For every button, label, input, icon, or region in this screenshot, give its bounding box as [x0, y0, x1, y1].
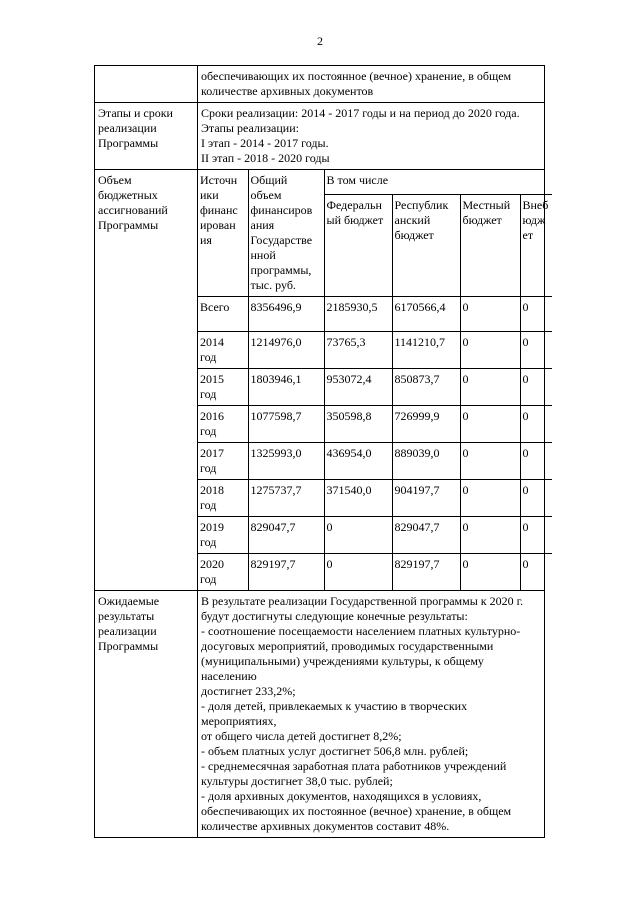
header-source: Источн ики финанс ирован ия — [198, 170, 248, 297]
finance-cell-total: 1275737,7 — [248, 480, 324, 517]
header-extra: Внебюдж ет — [520, 195, 552, 297]
finance-cell-source: 2016 год — [198, 406, 248, 443]
finance-data-row — [198, 332, 552, 369]
header-total: Общий объем финансиров ания Государстве нной программы, тыс. руб. — [248, 170, 324, 297]
finance-cell-local: 0 — [460, 297, 520, 332]
results-label: Ожидаемые результаты реализации Программы — [95, 591, 198, 838]
finance-data-row — [198, 443, 552, 480]
finance-cell-local: 0 — [460, 554, 520, 591]
continuation-label-cell — [95, 66, 198, 103]
finance-cell-republic: 904197,7 — [392, 480, 460, 517]
stages-row — [95, 103, 545, 170]
finance-cell-local: 0 — [460, 332, 520, 369]
finance-cell-extra: 0 — [520, 406, 552, 443]
finance-cell-total: 1214976,0 — [248, 332, 324, 369]
finance-cell-source: 2019 год — [198, 517, 248, 554]
finance-cell-federal: 2185930,5 — [324, 297, 392, 332]
finance-cell-extra: 0 — [520, 554, 552, 591]
results-text: В результате реализации Государственной программы к 2020 г. будут достигнуты следующие конечные результаты: - соотношение посещаемости населением платных культурно- досуговых мероприятий, проводимых государственными (муниципальными) учреждениями культуры, к общему населению достигнет 233,2%; - доля детей, привлекаемых к участию в творческих мероприятиях, от общего числа детей достигнет 8,2%; - объем платных услуг достигнет 506,8 млн. рублей; - среднемесячная заработная плата работников учреждений культуры достигнет 38,0 тыс. рублей; - доля архивных документов, находящихся в условиях, обеспечивающих их постоянное (вечное) хранение, в общем количестве архивных документов составит 48%. — [198, 591, 545, 838]
finance-cell-source: 2018 год — [198, 480, 248, 517]
finance-cell-federal: 371540,0 — [324, 480, 392, 517]
finance-cell-total: 1803946,1 — [248, 369, 324, 406]
finance-cell-extra: 0 — [520, 480, 552, 517]
finance-cell-extra: 0 — [520, 443, 552, 480]
finance-cell-local: 0 — [460, 480, 520, 517]
finance-cell-federal: 0 — [324, 554, 392, 591]
finance-table — [198, 170, 552, 590]
finance-cell-federal: 436954,0 — [324, 443, 392, 480]
finance-cell-total: 829047,7 — [248, 517, 324, 554]
finance-cell-source: 2017 год — [198, 443, 248, 480]
finance-data-row — [198, 406, 552, 443]
passport-table — [94, 65, 549, 838]
finance-cell-total: 1325993,0 — [248, 443, 324, 480]
finance-cell-federal: 0 — [324, 517, 392, 554]
finance-cell-extra: 0 — [520, 297, 552, 332]
finance-cell-republic: 726999,9 — [392, 406, 460, 443]
finance-cell-republic: 1141210,7 — [392, 332, 460, 369]
finance-cell-total: 1077598,7 — [248, 406, 324, 443]
finance-cell-source: 2020 год — [198, 554, 248, 591]
finance-cell — [198, 170, 549, 591]
finance-data-row — [198, 554, 552, 591]
stages-text: Сроки реализации: 2014 - 2017 годы и на период до 2020 года. Этапы реализации: I этап - 2014 - 2017 годы. II этап - 2018 - 2020 годы — [198, 103, 545, 170]
finance-header-row-1 — [198, 170, 552, 195]
finance-cell-republic: 829047,7 — [392, 517, 460, 554]
results-row — [95, 591, 545, 838]
finance-cell-republic: 6170566,4 — [392, 297, 460, 332]
finance-cell-extra: 0 — [520, 369, 552, 406]
finance-cell-local: 0 — [460, 406, 520, 443]
finance-data-row — [198, 369, 552, 406]
finance-data-row — [198, 480, 552, 517]
finance-cell-local: 0 — [460, 517, 520, 554]
continuation-text: обеспечивающих их постоянное (вечное) хранение, в общем количестве архивных документов — [198, 66, 545, 103]
finance-cell-federal: 350598,8 — [324, 406, 392, 443]
page-number: 2 — [317, 34, 323, 48]
finance-cell-federal: 953072,4 — [324, 369, 392, 406]
finance-cell-source: Всего — [198, 297, 248, 332]
finance-cell-total: 829197,7 — [248, 554, 324, 591]
finance-cell-extra: 0 — [520, 332, 552, 369]
finance-row — [95, 170, 545, 591]
finance-cell-extra: 0 — [520, 517, 552, 554]
finance-cell-republic: 889039,0 — [392, 443, 460, 480]
finance-cell-total: 8356496,9 — [248, 297, 324, 332]
header-federal: Федеральн ый бюджет — [324, 195, 392, 297]
finance-cell-local: 0 — [460, 443, 520, 480]
header-republic: Республик анский бюджет — [392, 195, 460, 297]
finance-cell-republic: 850873,7 — [392, 369, 460, 406]
finance-data-row — [198, 297, 552, 332]
passport-table-frame — [94, 65, 549, 838]
finance-label: Объем бюджетных ассигнований Программы — [95, 170, 198, 591]
finance-cell-source: 2015 год — [198, 369, 248, 406]
stages-label: Этапы и сроки реализации Программы — [95, 103, 198, 170]
finance-cell-local: 0 — [460, 369, 520, 406]
header-including: В том числе — [324, 170, 552, 195]
header-local: Местный бюджет — [460, 195, 520, 297]
finance-cell-republic: 829197,7 — [392, 554, 460, 591]
finance-data-row — [198, 517, 552, 554]
finance-cell-federal: 73765,3 — [324, 332, 392, 369]
continuation-row — [95, 66, 545, 103]
finance-cell-source: 2014 год — [198, 332, 248, 369]
